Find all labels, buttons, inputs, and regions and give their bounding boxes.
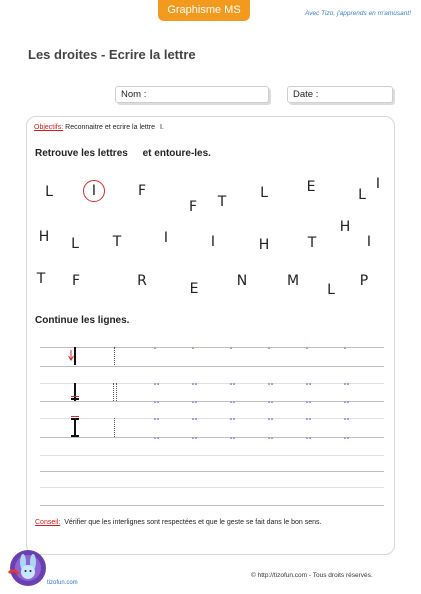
guide-dot xyxy=(271,437,273,439)
letter-L[interactable]: L xyxy=(358,187,366,203)
guide-dot xyxy=(157,418,159,420)
guide-dot xyxy=(268,347,270,349)
guide-dot xyxy=(271,401,273,403)
letter-I[interactable]: I xyxy=(375,176,381,192)
letter-E[interactable]: E xyxy=(306,179,316,195)
guide-dot xyxy=(230,347,232,349)
start-arrow-icon xyxy=(71,396,79,397)
model-letter-bar xyxy=(71,435,79,437)
name-field[interactable] xyxy=(115,86,269,103)
model-letter-bar xyxy=(71,398,79,400)
guide-dot xyxy=(233,437,235,439)
guide-dot xyxy=(344,401,346,403)
guide-dot xyxy=(157,437,159,439)
objectives-label: Objectifs: xyxy=(34,124,64,131)
guide-dot xyxy=(192,383,194,385)
guide-dot xyxy=(306,418,308,420)
guide-dot xyxy=(268,401,270,403)
guide-dot xyxy=(192,401,194,403)
writing-line xyxy=(40,418,384,419)
guide-dot xyxy=(271,383,273,385)
guide-dot xyxy=(306,347,308,349)
guide-dot xyxy=(154,383,156,385)
worksheet-card xyxy=(26,116,395,555)
tizo-mascot-logo xyxy=(6,548,52,588)
advice-label: Conseil: xyxy=(35,519,61,526)
writing-line xyxy=(40,455,384,456)
letter-M[interactable]: M xyxy=(286,273,300,289)
trace-letter xyxy=(116,383,117,401)
guide-dot xyxy=(268,437,270,439)
letter-T[interactable]: T xyxy=(112,234,122,250)
guide-dot xyxy=(154,401,156,403)
guide-dot xyxy=(192,437,194,439)
guide-dot xyxy=(157,401,159,403)
letter-H[interactable]: H xyxy=(258,237,270,253)
date-label: Date : xyxy=(293,89,319,100)
advice-text: Vérifier que les interlignes sont respectées et que le geste se fait dans le bon sens. xyxy=(64,519,322,526)
writing-line xyxy=(40,471,384,472)
guide-dot xyxy=(309,418,311,420)
letter-R[interactable]: R xyxy=(137,273,147,289)
letter-I[interactable]: I xyxy=(163,230,169,246)
exercise2-instruction: Continue les lignes. xyxy=(35,315,130,326)
guide-dot xyxy=(233,383,235,385)
exercise1-instruction-a: Retrouve les lettres xyxy=(35,148,128,159)
guide-dot xyxy=(271,418,273,420)
guide-dot xyxy=(306,401,308,403)
tagline: Avec Tizo, j'apprends en m'amusant! xyxy=(305,10,411,17)
exercise1-instruction-b: et entoure-les. xyxy=(142,148,211,159)
guide-dot xyxy=(154,418,156,420)
guide-dot xyxy=(230,418,232,420)
header-tab: Graphisme MS xyxy=(158,0,250,21)
guide-dot xyxy=(344,437,346,439)
letter-I[interactable]: I xyxy=(366,234,372,250)
page-title: Les droites - Ecrire la lettre xyxy=(28,47,196,62)
letter-H[interactable]: H xyxy=(38,229,50,245)
guide-dot xyxy=(309,401,311,403)
letter-T[interactable]: T xyxy=(307,235,317,251)
objectives-text: Reconnaitre et ecrire la lettre xyxy=(65,124,156,131)
letter-H[interactable]: H xyxy=(339,219,351,235)
writing-line xyxy=(40,383,384,384)
advice xyxy=(35,519,321,526)
objectives xyxy=(34,124,164,131)
model-letter-stroke xyxy=(74,347,76,365)
writing-line xyxy=(40,505,384,506)
guide-dot xyxy=(230,383,232,385)
writing-line xyxy=(40,401,384,402)
trace-letter xyxy=(113,383,114,401)
guide-dot xyxy=(230,437,232,439)
letter-L[interactable]: L xyxy=(327,282,335,298)
letter-I[interactable]: I xyxy=(210,234,216,250)
guide-dot xyxy=(347,437,349,439)
guide-dot xyxy=(344,347,346,349)
guide-dot xyxy=(309,437,311,439)
guide-dot xyxy=(347,401,349,403)
writing-line xyxy=(40,366,384,367)
logo-text: tizofun.com xyxy=(47,580,78,586)
guide-dot xyxy=(347,418,349,420)
letter-P[interactable]: P xyxy=(359,273,369,289)
guide-dot xyxy=(268,418,270,420)
letter-E[interactable]: E xyxy=(189,281,199,297)
guide-dot xyxy=(233,418,235,420)
guide-dot xyxy=(195,401,197,403)
exercise1-instruction xyxy=(35,148,211,159)
guide-dot xyxy=(268,383,270,385)
guide-dot xyxy=(230,401,232,403)
guide-dot xyxy=(309,383,311,385)
writing-line xyxy=(40,437,384,438)
guide-dot xyxy=(195,437,197,439)
guide-dot xyxy=(344,418,346,420)
letter-L[interactable]: L xyxy=(260,185,268,201)
writing-line xyxy=(40,487,384,488)
objectives-letter: I. xyxy=(159,124,164,131)
guide-dot xyxy=(157,383,159,385)
writing-line xyxy=(40,347,384,348)
letter-N[interactable]: N xyxy=(236,273,248,289)
letter-I[interactable]: I xyxy=(91,183,97,199)
trace-letter xyxy=(114,347,115,365)
guide-dot xyxy=(306,383,308,385)
letter-L[interactable]: L xyxy=(71,236,79,252)
letter-F[interactable]: F xyxy=(188,199,198,215)
letter-T[interactable]: T xyxy=(36,271,46,287)
trace-letter xyxy=(114,418,115,437)
start-arrow-icon xyxy=(71,416,79,417)
guide-dot xyxy=(195,383,197,385)
letter-F[interactable]: F xyxy=(137,183,147,199)
letter-T[interactable]: T xyxy=(217,194,227,210)
copyright: © http://tizofun.com - Tous droits réservés. xyxy=(251,572,373,579)
guide-dot xyxy=(154,347,156,349)
guide-dot xyxy=(192,418,194,420)
guide-dot xyxy=(233,401,235,403)
letter-F[interactable]: F xyxy=(71,273,81,289)
guide-dot xyxy=(347,383,349,385)
guide-dot xyxy=(306,437,308,439)
guide-dot xyxy=(192,347,194,349)
date-field[interactable] xyxy=(287,86,393,103)
letter-L[interactable]: L xyxy=(45,184,53,200)
guide-dot xyxy=(344,383,346,385)
guide-dot xyxy=(154,437,156,439)
name-label: Nom : xyxy=(121,89,147,100)
guide-dot xyxy=(195,418,197,420)
